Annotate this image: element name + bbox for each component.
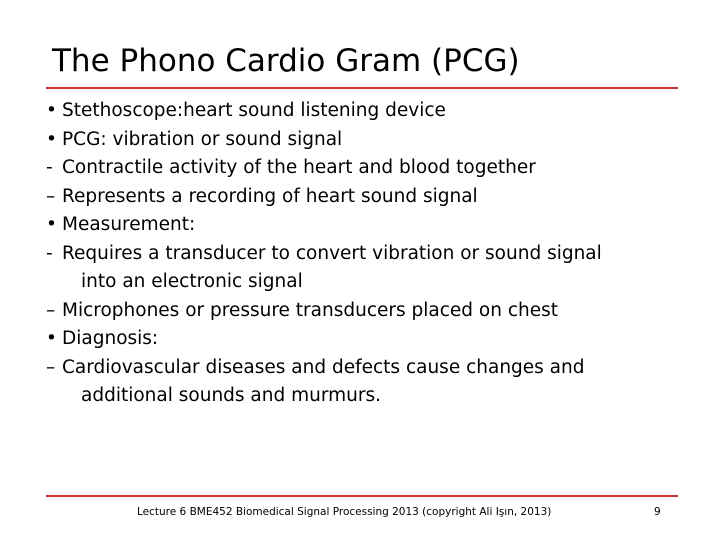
bullet-line	[46, 297, 686, 326]
bullet-line	[46, 126, 686, 155]
bullet-marker: •	[46, 128, 57, 150]
bullet-line	[46, 211, 686, 240]
bullet-text: Measurement:	[62, 214, 196, 235]
bullet-marker: •	[46, 328, 57, 349]
bullet-text: Contractile activity of the heart and blood together	[62, 157, 536, 178]
bullet-text: Requires a transducer to convert vibration or sound signal	[62, 242, 602, 264]
bullet-line	[46, 240, 686, 269]
bullet-line	[46, 354, 686, 383]
footer-text: Lecture 6 BME452 Biomedical Signal Processing 2013 (copyright Ali Işın, 2013)	[137, 506, 552, 518]
slide-title: The Phono Cardio Gram (PCG)	[52, 43, 520, 79]
bullet-line	[46, 325, 686, 354]
footer-divider	[46, 495, 678, 497]
title-divider	[46, 87, 678, 89]
bullet-marker: -	[46, 242, 53, 264]
bullet-text: PCG: vibration or sound signal	[62, 128, 343, 150]
bullet-continuation: additional sounds and murmurs.	[81, 385, 382, 406]
bullet-text: Represents a recording of heart sound signal	[62, 185, 478, 207]
bullet-text: Diagnosis:	[62, 328, 159, 349]
bullet-marker: –	[46, 356, 56, 378]
bullet-text: Microphones or pressure transducers placed on chest	[62, 299, 558, 321]
bullet-text: Cardiovascular diseases and defects cause changes and	[62, 356, 585, 378]
bullet-marker: •	[46, 100, 57, 121]
bullet-marker: –	[46, 299, 56, 321]
bullet-text: Stethoscope:heart sound listening device	[62, 100, 446, 121]
page-number: 9	[654, 506, 661, 518]
bullet-marker: –	[46, 185, 56, 207]
bullet-line	[46, 183, 686, 212]
bullet-marker: •	[46, 214, 57, 235]
bullet-marker: -	[46, 157, 53, 178]
bullet-line	[46, 154, 686, 183]
bullet-line	[46, 97, 686, 126]
bullet-continuation: into an electronic signal	[81, 271, 303, 292]
slide-body	[46, 97, 686, 411]
